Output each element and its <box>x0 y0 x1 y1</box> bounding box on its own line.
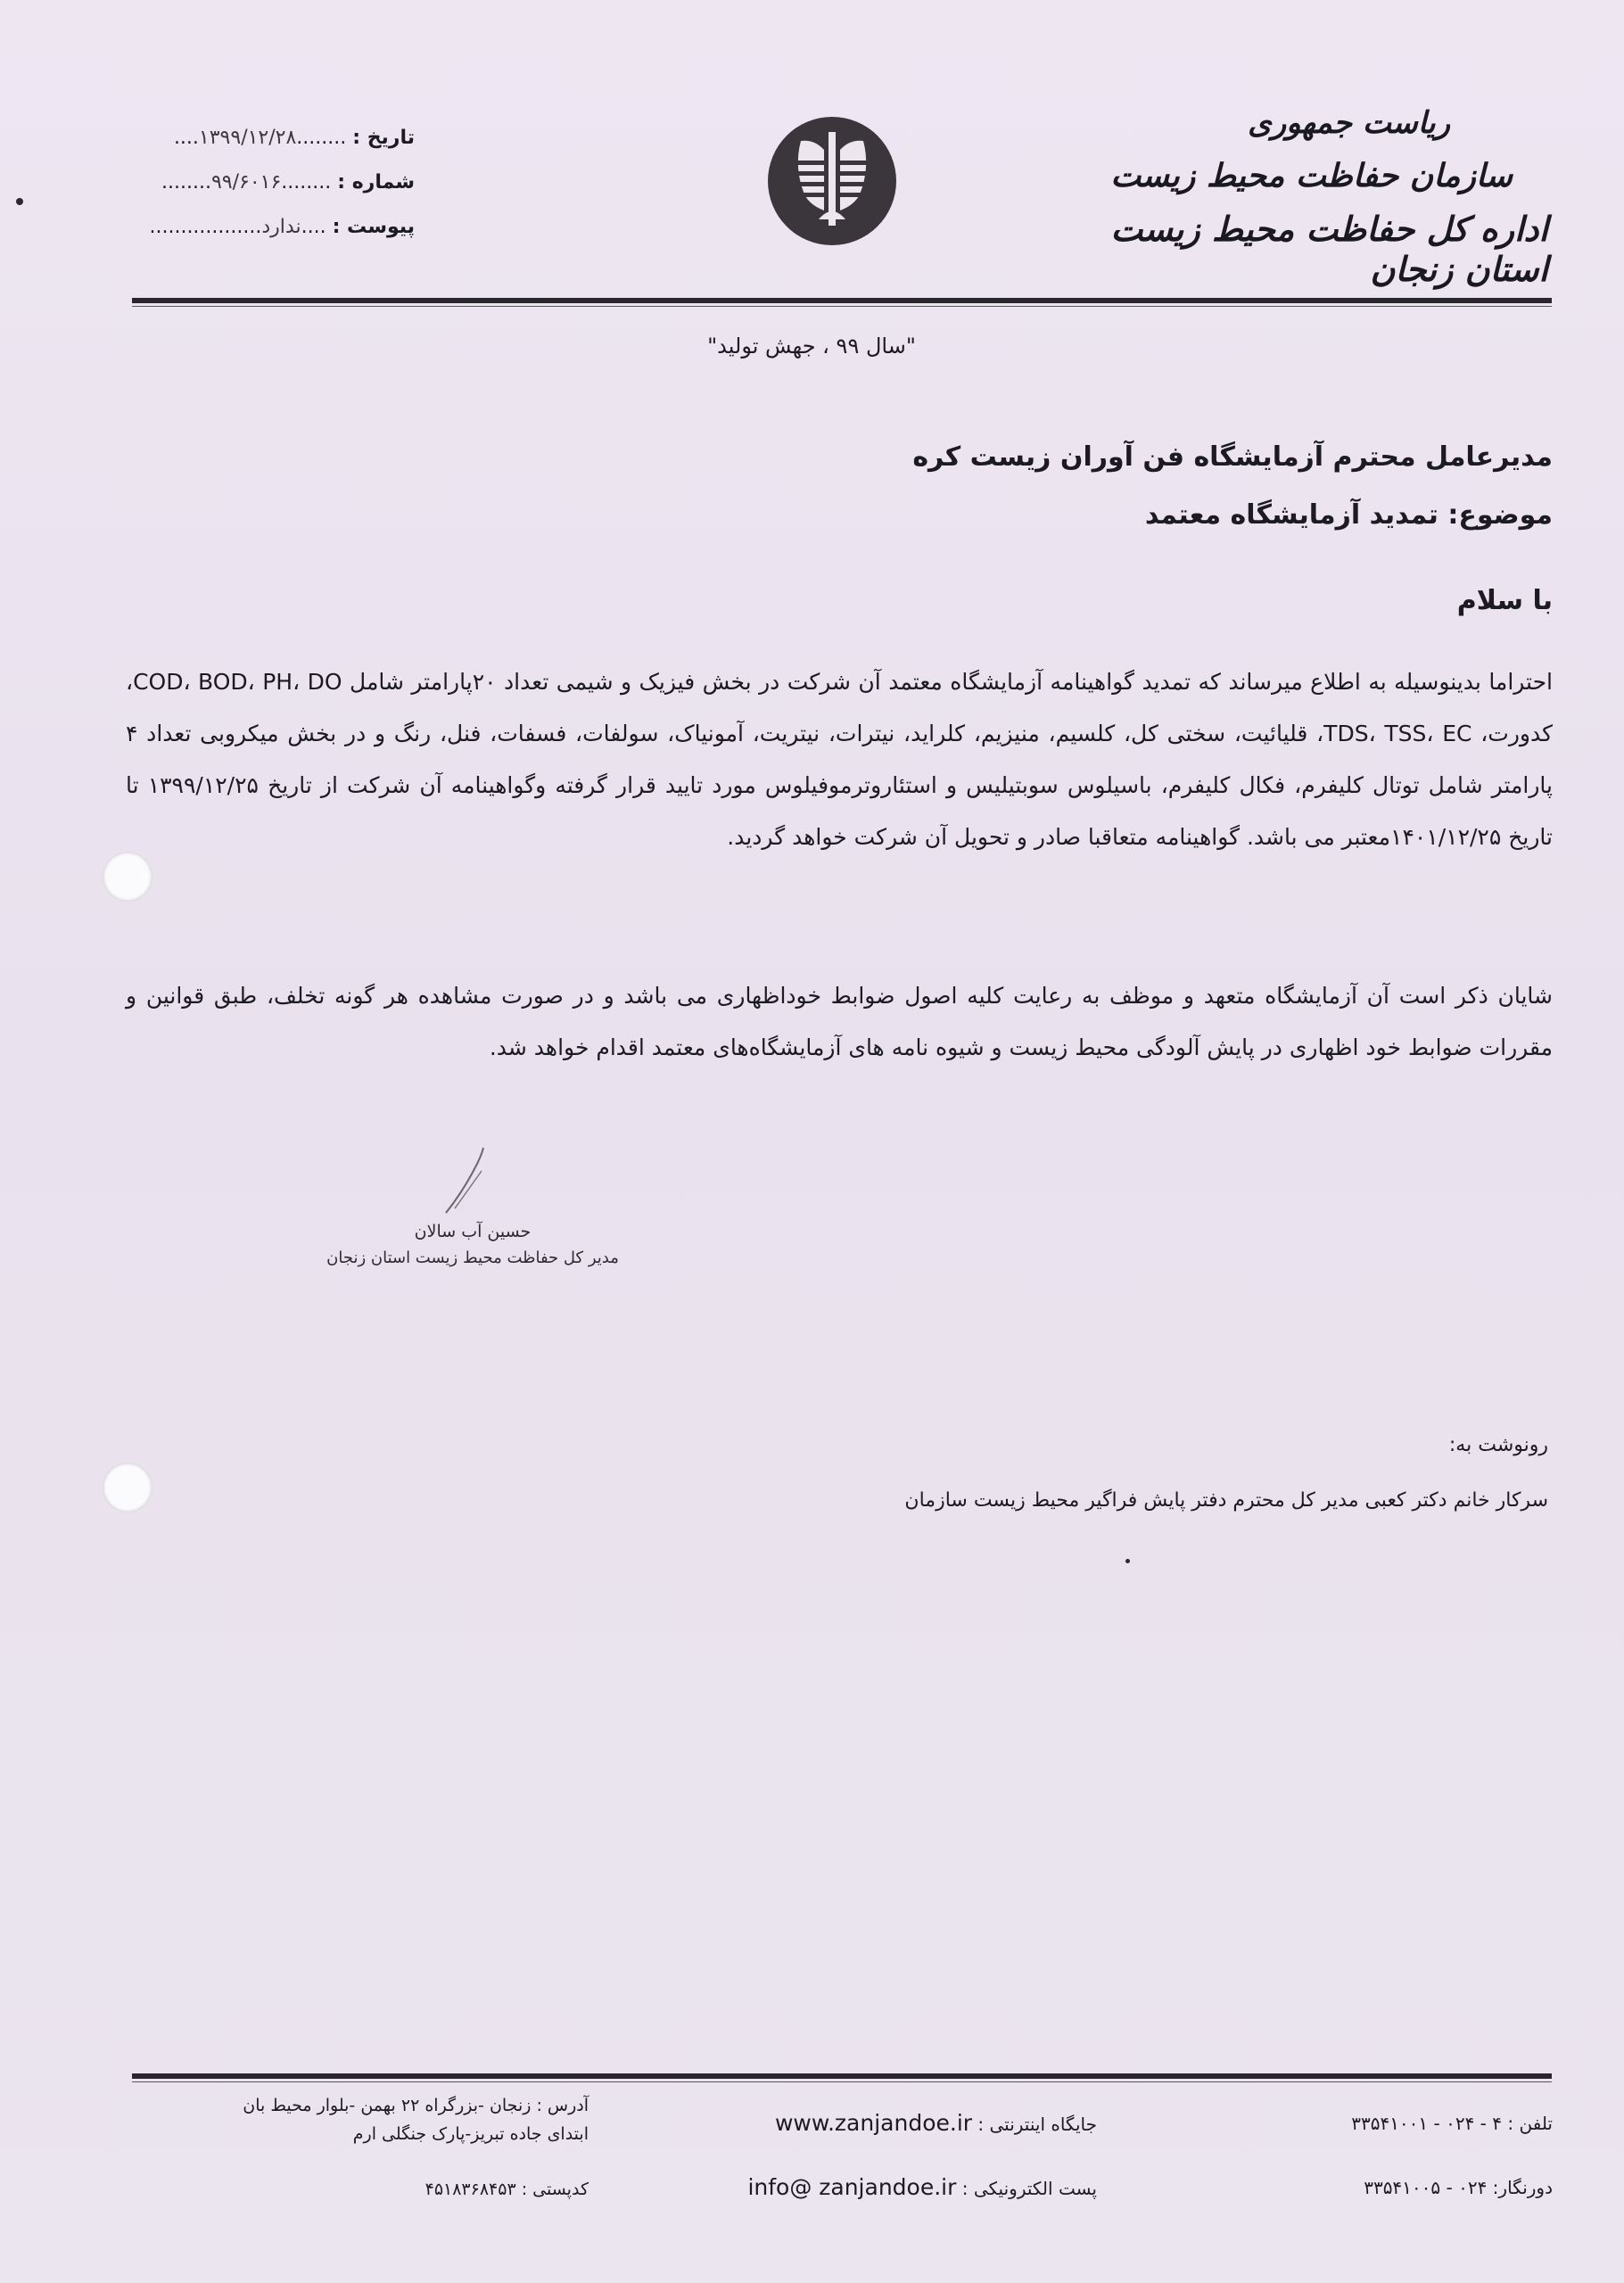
date-value: ۱۳۹۹/۱۲/۲۸ <box>198 127 297 149</box>
address-line-2: ابتدای جاده تبریز-پارک جنگلی ارم <box>352 2124 589 2144</box>
fax-row <box>1178 2155 1553 2220</box>
footer-online-contacts <box>705 2091 1097 2220</box>
letter-meta <box>149 116 415 250</box>
footer-address <box>143 2091 589 2204</box>
number-label: شماره : <box>337 171 415 194</box>
number-value: ۹۹/۶۰۱۶ <box>210 171 282 194</box>
email-row <box>705 2155 1097 2220</box>
number-row: شماره : ........۹۹/۶۰۱۶........ <box>161 171 415 194</box>
org-line-presidency: ریاست جمهوری <box>1248 105 1450 141</box>
email-link[interactable]: info@ zanjandoe.ir <box>747 2174 957 2200</box>
attachment-label: پیوست : <box>332 216 415 238</box>
postal-value: ۴۵۱۸۳۶۸۴۵۳ <box>425 2180 516 2199</box>
cc-recipient: سرکار خانم دکتر کعبی مدیر کل محترم دفتر پایش فراگیر محیط زیست سازمان <box>904 1489 1548 1512</box>
addressee: مدیرعامل محترم آزمایشگاه فن آوران زیست کره <box>912 441 1553 473</box>
punch-hole-lower <box>103 1463 153 1512</box>
fax-value: ۰۲۴ - ۳۳۵۴۱۰۰۵ <box>1364 2177 1488 2198</box>
signature-block <box>317 1222 629 1267</box>
body-paragraph-2: شایان ذکر است آن آزمایشگاه متعهد و موظف به رعایت کلیه اصول ضوابط خوداظهاری می باشد و در صورت مشاهده هر گونه تخلف، طبق قوانین و مقررات ضوابط خود اظهاری در پایش آلودگی محیط زیست و شیوه نامه های آزمایشگاه‌های معتمد اقدام خواهد شد. <box>126 983 1553 1060</box>
fax-label: دورنگار: <box>1492 2177 1553 2198</box>
header-divider-thin <box>132 306 1552 307</box>
phone-value: ۴ - ۰۲۴ - ۳۳۵۴۱۰۰۱ <box>1351 2113 1503 2134</box>
website-label: جایگاه اینترنتی : <box>977 2114 1097 2135</box>
address-line-1: آدرس : زنجان -بزرگراه ۲۲ بهمن -بلوار محیط بان <box>243 2096 589 2115</box>
body-paragraph-1: احتراما بدینوسیله به اطلاع میرساند که تمدید گواهینامه آزمایشگاه معتمد آن شرکت در بخش فیزیک و شیمی تعداد ۲۰پارامتر شامل COD، BOD، PH، DO، کدورت، TDS، TSS، EC، قلیائیت، سختی کل، کلسیم، منیزیم، کلراید، نیترات، نیتریت، آمونیاک، سولفات، فسفات، فنل، رنگ و در بخش میکروبی تعداد ۴ پارامتر شامل توتال کلیفرم، فکال کلیفرم، باسیلوس سوبتیلیس و استئاروترموفیلوس مورد تایید قرار گرفته وگواهینامه آن شرکت از تاریخ ۱۳۹۹/۱۲/۲۵ تا تاریخ ۱۴۰۱/۱۲/۲۵معتبر می باشد. گواهینامه متعاقبا صادر و تحویل آن شرکت خواهد گردید. <box>126 669 1554 850</box>
paper-speck <box>16 198 23 205</box>
signer-title: مدیر کل حفاظت محیط زیست استان زنجان <box>326 1249 619 1267</box>
phone-label: تلفن : <box>1507 2113 1553 2134</box>
postal-label: کدپستی : <box>521 2180 589 2199</box>
website-row <box>705 2091 1097 2155</box>
date-row: تاریخ : ........۱۳۹۹/۱۲/۲۸.... <box>173 127 415 149</box>
header-divider <box>132 298 1552 303</box>
cc-label: رونوشت به: <box>1448 1434 1548 1456</box>
date-label: تاریخ : <box>352 127 415 149</box>
doe-logo-icon <box>765 114 899 248</box>
organization-header <box>1084 105 1548 289</box>
year-slogan: "سال ۹۹ ، جهش تولید" <box>707 334 916 359</box>
attachment-row: پیوست : ....ندارد.................. <box>149 216 415 238</box>
punch-hole-upper <box>103 852 153 902</box>
org-line-zanjan-office: اداره کل حفاظت محیط زیست استان زنجان <box>1110 209 1548 289</box>
greeting: با سلام <box>1456 585 1553 616</box>
email-label: پست الکترونیکی : <box>961 2178 1097 2199</box>
website-link[interactable]: www.zanjandoe.ir <box>774 2110 973 2136</box>
phone-row <box>1178 2091 1553 2155</box>
postal-row <box>143 2175 589 2204</box>
signature-mark-icon <box>428 1137 517 1226</box>
signer-name: حسین آب سالان <box>414 1222 532 1241</box>
org-line-environment-organization: سازمان حفاظت محیط زیست <box>1110 157 1513 194</box>
footer-divider-thin <box>132 2081 1552 2082</box>
paper-speck <box>1125 1559 1130 1563</box>
footer-contact-numbers <box>1178 2091 1553 2220</box>
subject-line: موضوع: تمدید آزمایشگاه معتمد <box>1144 499 1553 531</box>
attachment-value: ندارد <box>261 216 301 238</box>
footer-divider <box>132 2073 1552 2079</box>
